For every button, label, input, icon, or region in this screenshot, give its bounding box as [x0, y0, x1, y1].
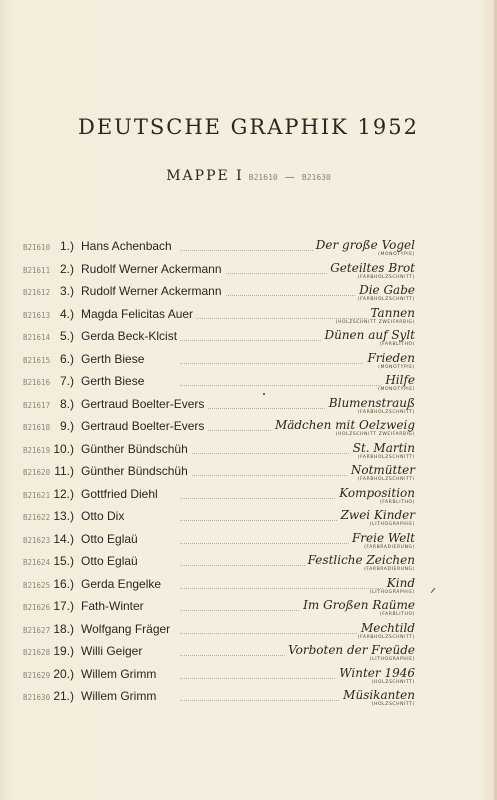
- technique-label: (HOLZSCHNITT): [371, 679, 415, 685]
- inventory-stamp: B21630: [23, 693, 51, 702]
- work-title: Notmütter: [348, 463, 415, 477]
- dot-leader: [180, 363, 387, 364]
- list-item: [0, 597, 497, 619]
- artist-name: Willem Grimm: [81, 667, 159, 681]
- work-title: St. Martin: [350, 441, 415, 455]
- artist-name: Wolfgang Fräger: [81, 622, 173, 636]
- entry-number: 3.): [59, 284, 74, 298]
- inventory-stamp: B21610: [23, 243, 51, 252]
- list-item: [0, 305, 497, 327]
- technique-label: (MONOTYPIE): [378, 387, 415, 392]
- work-title: Komposition: [336, 486, 415, 500]
- list-item: [0, 282, 497, 304]
- technique-label: (FARBHOLZSCHNITT): [357, 634, 415, 640]
- ink-speck: [263, 393, 265, 395]
- artist-name: Magda Felicitas Auer: [81, 307, 196, 321]
- range-separator: —: [284, 172, 295, 183]
- work-title: Die Gabe: [356, 283, 415, 297]
- artist-name: Günther Bündschüh: [81, 464, 191, 478]
- range-end-stamp: B21630: [301, 173, 331, 182]
- artist-name: Hans Achenbach: [81, 239, 175, 253]
- list-item: [0, 462, 497, 484]
- inventory-stamp: B21627: [23, 625, 51, 635]
- technique-label: (LITHOGRAPHIE): [369, 657, 415, 662]
- list-item: [0, 260, 497, 282]
- technique-label: (FARBRADIERUNG): [364, 544, 415, 550]
- technique-label: (FARBHOLZSCHNITT): [357, 274, 415, 280]
- work-title: Mädchen mit Oelzweig: [272, 418, 415, 432]
- inventory-stamp: B21615: [23, 355, 51, 365]
- work-title: Mechtild: [358, 621, 415, 635]
- entry-number: 6.): [59, 351, 74, 366]
- inventory-stamp: B21616: [23, 378, 51, 387]
- entry-number: 7.): [59, 374, 74, 388]
- artist-name: Otto Eglaü: [81, 554, 141, 568]
- artist-name: Otto Dix: [81, 509, 127, 523]
- entry-number: 20.): [53, 666, 74, 681]
- inventory-stamp: B21611: [23, 265, 51, 275]
- entry-number: 15.): [53, 554, 74, 568]
- technique-label: (FARBHOLZSCHNITT): [357, 454, 415, 460]
- entry-number: 12.): [53, 486, 74, 501]
- inventory-stamp: B21621: [23, 490, 51, 500]
- technique-label: (MONOTYPIE): [378, 252, 415, 257]
- work-title: Vorboten der Freüde: [285, 643, 415, 657]
- list-item: [0, 395, 497, 417]
- inventory-stamp: B21620: [23, 468, 51, 477]
- technique-label: (FARBLITHO): [379, 342, 415, 347]
- work-title: Geteiltes Brot: [327, 261, 415, 275]
- technique-label: (FARBHOLZSCHNITT): [357, 477, 415, 482]
- dot-leader: [180, 318, 387, 319]
- work-title: Tannen: [367, 306, 415, 320]
- work-title: Hilfe: [382, 373, 415, 387]
- dot-leader: [180, 385, 387, 386]
- entry-number: 13.): [53, 509, 74, 523]
- entry-number: 8.): [59, 396, 74, 411]
- entry-number: 18.): [53, 621, 74, 636]
- dot-leader: [180, 633, 387, 634]
- technique-label: (FARBHOLZSCHNITT): [357, 409, 415, 415]
- technique-label: (MONOTYPIE): [378, 364, 415, 370]
- list-item: [0, 350, 497, 372]
- inventory-stamp: B21614: [23, 333, 51, 342]
- list-item: [0, 507, 497, 529]
- entry-number: 14.): [53, 531, 74, 546]
- technique-label: (FARBHOLZSCHNITT): [357, 297, 415, 302]
- list-item: [0, 485, 497, 507]
- work-title: Zwei Kinder: [338, 508, 415, 522]
- entry-number: 16.): [53, 576, 74, 591]
- artist-name: Willi Geiger: [81, 644, 145, 658]
- entry-number: 1.): [59, 239, 74, 253]
- inventory-stamp: B21626: [23, 603, 51, 612]
- list-item: [0, 665, 497, 687]
- artist-name: Gertraud Boelter-Evers: [81, 397, 207, 411]
- work-title: Kind: [384, 576, 415, 590]
- inventory-stamp: B21624: [23, 558, 51, 567]
- artist-name: Gerth Biese: [81, 374, 147, 388]
- technique-label: (FARBRADIERUNG): [364, 567, 415, 572]
- work-title: Festliche Zeichen: [305, 553, 415, 567]
- entry-number: 5.): [59, 329, 74, 343]
- list-item: [0, 642, 497, 664]
- inventory-stamp: B21622: [23, 513, 51, 522]
- work-title: Freie Welt: [349, 531, 415, 545]
- list-item: [0, 575, 497, 597]
- portfolio-subtitle: [0, 165, 497, 184]
- technique-label: (LITHOGRAPHIE): [369, 522, 415, 527]
- page-title: DEUTSCHE GRAPHIK 1952: [78, 115, 419, 139]
- inventory-stamp: B21629: [23, 670, 51, 680]
- work-title: Dünen auf Sylt: [321, 328, 415, 342]
- entry-number: 19.): [53, 644, 74, 658]
- inventory-stamp: B21628: [23, 648, 51, 657]
- list-item: [0, 440, 497, 462]
- work-title: Winter 1946: [336, 666, 415, 680]
- entry-number: 17.): [53, 599, 74, 613]
- list-item: [0, 327, 497, 349]
- entry-number: 10.): [53, 441, 74, 456]
- range-start-stamp: B21610: [248, 173, 278, 182]
- entry-number: 21.): [53, 689, 74, 703]
- artist-name: Gertraud Boelter-Evers: [81, 419, 207, 433]
- technique-label: (FARBLITHO): [379, 612, 415, 617]
- technique-label: (HOLZSCHNITT): [371, 702, 415, 707]
- inventory-stamp: B21625: [23, 580, 51, 590]
- portfolio-label: MAPPE I: [166, 168, 244, 184]
- work-title: Müsikanten: [340, 688, 415, 702]
- entry-number: 2.): [59, 261, 74, 276]
- list-item: [0, 417, 497, 439]
- list-item: [0, 372, 497, 394]
- technique-label: (HOLZSCHNITT ZWEIFARBIG): [335, 319, 415, 325]
- dot-leader: [180, 588, 387, 589]
- list-item: [0, 237, 497, 259]
- entry-number: 4.): [59, 306, 74, 321]
- entry-number: 9.): [59, 419, 74, 433]
- work-title: Frieden: [364, 351, 415, 365]
- technique-label: (HOLZSCHNITT ZWEIFARBIG): [335, 432, 415, 437]
- artist-name: Gerth Biese: [81, 352, 147, 366]
- list-item: [0, 687, 497, 709]
- technique-label: (LITHOGRAPHIE): [369, 589, 415, 595]
- artist-name: Rudolf Werner Ackermann: [81, 284, 225, 298]
- artist-name: Gerda Beck-Klcist: [81, 329, 180, 343]
- artist-name: Willem Grimm: [81, 689, 159, 703]
- list-item: [0, 552, 497, 574]
- inventory-stamp: B21613: [23, 310, 51, 320]
- entry-number: 11.): [54, 464, 74, 478]
- artist-name: Günther Bündschüh: [81, 442, 191, 456]
- work-title: Blumenstrauß: [326, 396, 415, 410]
- list-item: [0, 620, 497, 642]
- artist-name: Fath-Winter: [81, 599, 147, 613]
- artist-name: Otto Eglaü: [81, 532, 141, 546]
- inventory-stamp: B21617: [23, 400, 51, 410]
- inventory-stamp: B21623: [23, 535, 51, 545]
- inventory-stamp: B21612: [23, 288, 51, 297]
- artist-name: Gottfried Diehl: [81, 487, 161, 501]
- inventory-stamp: B21619: [23, 445, 51, 455]
- work-title: Der große Vogel: [313, 238, 415, 252]
- inventory-stamp: B21618: [23, 423, 51, 432]
- artist-name: Rudolf Werner Ackermann: [81, 262, 225, 276]
- technique-label: (FARBLITHO): [379, 499, 415, 505]
- list-item: [0, 530, 497, 552]
- artist-name: Gerda Engelke: [81, 577, 164, 591]
- work-title: Im Großen Raüme: [300, 598, 415, 612]
